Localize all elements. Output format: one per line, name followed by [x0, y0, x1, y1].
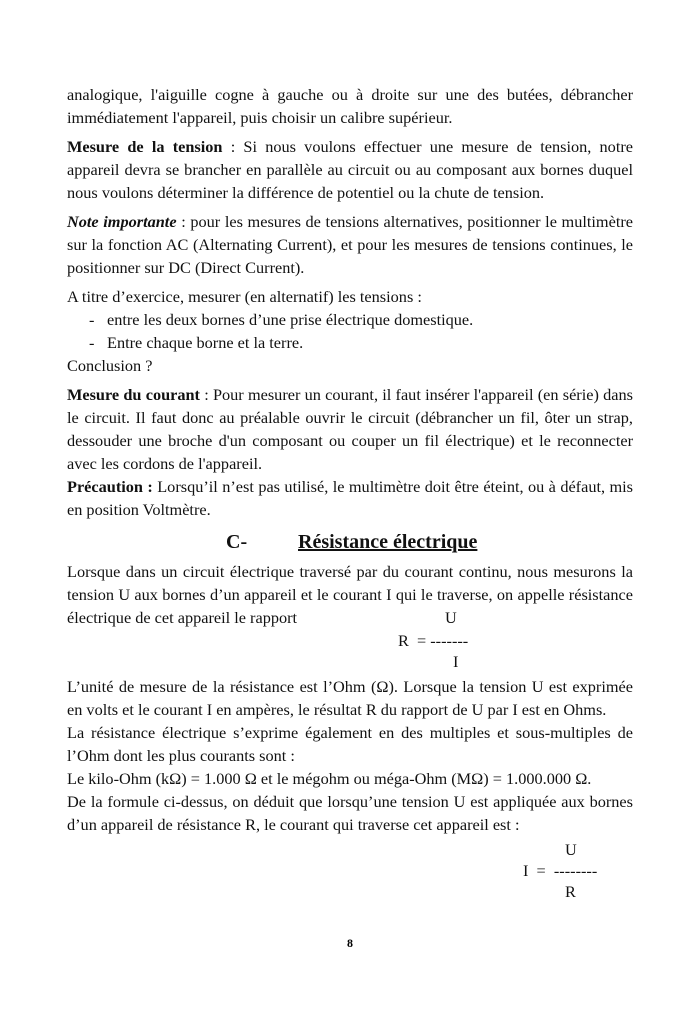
paragraph-resistance-def: Lorsque dans un circuit électrique traversé par du courant continu, nous mesurons la tension U aux bornes d’un appareil et le courant I qui le traverse, on appelle résistance électrique de cet appareil le rapport [67, 562, 633, 627]
formula-resistance [67, 608, 633, 675]
exercise-list [67, 308, 633, 354]
paragraph-multiples: La résistance électrique s’exprime également en des multiples et sous-multiples de l’Ohm dont les plus courants sont : [67, 723, 633, 765]
paragraph-analogique: analogique, l'aiguille cogne à gauche ou à droite sur une des butées, débrancher immédiatement l'appareil, puis choisir un calibre supérieur. [67, 85, 633, 127]
text-mesure-tension: : Si nous voulons effectuer une mesure de tension, notre appareil devra se brancher en parallèle au circuit ou au composant aux bornes duquel nous voulons déterminer la différence de potentiel ou la chute de tension. [67, 137, 633, 202]
page-number: 8 [347, 936, 353, 950]
text-note-importante: : pour les mesures de tensions alternatives, positionner le multimètre sur la fonction AC (Alternating Current), et pour les mesures de tensions continues, le positionner sur DC (Direct Current). [67, 212, 633, 277]
paragraph-formula-intro: De la formule ci-dessus, on déduit que lorsqu’une tension U est appliquée aux bornes d’un appareil de résistance R, le courant qui traverse cet appareil est : [67, 792, 633, 834]
label-mesure-tension: Mesure de la tension [67, 137, 223, 156]
paragraph-mesure-tension [67, 135, 633, 204]
list-item: - entre les deux bornes d’une prise électrique domestique. [89, 308, 633, 331]
paragraph-ohm-unit: L’unité de mesure de la résistance est l’Ohm (Ω). Lorsque la tension U est exprimée en volts et le courant I en ampères, le résultat R du rapport de U par I est en Ohms. [67, 677, 633, 719]
label-note-importante: Note importante [67, 212, 177, 231]
text-mesure-courant: : Pour mesurer un courant, il faut insérer l'appareil (en série) dans le circuit. Il faut donc au préalable ouvrir le circuit (débrancher un fil, ôter un strap, dessouder une broche d'un composant ou couper un fil électrique) et le reconnecter avec les cordons de l'appareil. [67, 385, 633, 473]
document-page [67, 83, 633, 904]
paragraph-mesure-courant [67, 383, 633, 475]
formula-numerator: U [445, 608, 457, 627]
section-number: C- [226, 531, 248, 553]
formula-denominator: R [565, 882, 576, 901]
paragraph-precaution [67, 475, 633, 521]
formula-lhs: I = -------- [523, 861, 598, 880]
exercise-conclusion: Conclusion ? [67, 356, 153, 375]
section-heading [67, 531, 633, 557]
exercise-intro: A titre d’exercice, mesurer (en alternatif) les tensions : [67, 287, 422, 306]
list-item: - Entre chaque borne et la terre. [89, 331, 633, 354]
formula-denominator: I [453, 652, 459, 671]
paragraph-kilo-mega: Le kilo-Ohm (kΩ) = 1.000 Ω et le mégohm ou méga-Ohm (MΩ) = 1.000.000 Ω. [67, 769, 592, 788]
text-precaution: Lorsqu’il n’est pas utilisé, le multimètre doit être éteint, ou à défaut, mis en position Voltmètre. [67, 477, 634, 519]
section-title: Résistance électrique [298, 531, 478, 553]
paragraph-note-importante [67, 210, 633, 279]
formula-lhs: R = ------- [398, 631, 469, 650]
formula-numerator: U [565, 840, 577, 859]
label-mesure-courant: Mesure du courant [67, 385, 200, 404]
label-precaution: Précaution : [67, 477, 153, 496]
formula-current [67, 838, 633, 904]
